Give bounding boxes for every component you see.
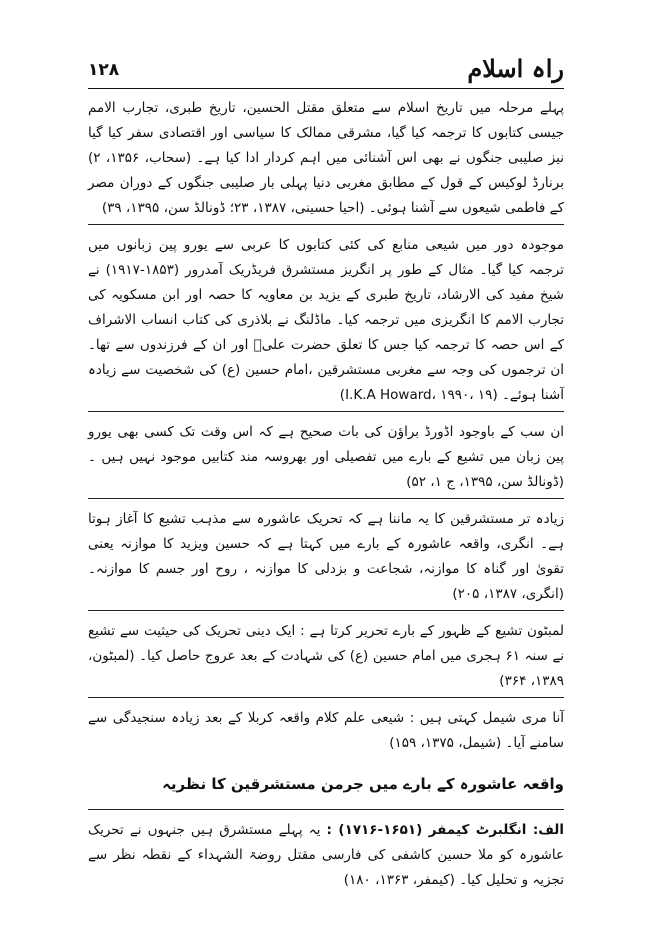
paragraph-divider [88,610,564,611]
paragraph-4: زیادہ تر مستشرقین کا یہ ماننا ہے کہ تحریک عاشورہ سے مذہب تشیع کا آغاز ہوتا ہے۔ انگری، واقعہ عاشورہ کے بارے میں کہتا ہے کہ حسین ویزید کا موازنہ یعنی تقویٰ اور گناہ کا موازنہ، شجاعت و بزدلی کا موازنہ ، روح اور جسم کا موازنہ۔ (انگری، ۱۳۸۷، ۲۰۵) [88,511,564,602]
paragraph-1: پہلے مرحلہ میں تاریخ اسلام سے متعلق مقتل الحسین، تاریخ طبری، تجارب الامم جیسی کتابوں کا ترجمہ کیا گیا، مشرقی ممالک کا سیاسی اور اقتصادی سفر کیا گیا نیز صلیبی جنگوں نے بھی اس آشنائی میں اہم کردار ادا کیا ہے۔ (سحاب، ۱۳۵۶، ۲) برنارڈ لوکیس کے قول کے مطابق مغربی دنیا پہلی بار صلیبی جنگوں کے دوران مصر کے فاطمی شیعوں سے آشنا ہوئی۔ (احیا حسینی، ۱۳۸۷، ۲۳؛ ڈونالڈ سن، ۱۳۹۵، ۳۹) [88,100,564,216]
section-item-paragraph [88,818,564,893]
paragraph-2: موجودہ دور میں شیعی منابع کی کئی کتابوں کا عربی سے یورو پین زبانوں میں ترجمہ کیا گیا۔ مثال کے طور پر انگریز مستشرق فریڈریک آمدرور (۱۸۵۳-۱۹۱۷) نے شیخ مفید کی الارشاد، تاریخ طبری کے یزید بن معاویہ کا حصہ اور ابن مسکویہ کی تجارب الامم کا انگریزی میں ترجمہ کیا۔ ماڈلنگ نے بلاذری کی کتاب انساب الاشراف کے اس حصہ کا ترجمہ کیا جس کا تعلق حضرت علیؑ اور ان کے فرزندوں سے تھا۔ ان ترجموں کی وجہ سے مغربی مستشرقین ،امام حسین (ع) کی شخصیت سے زیادہ آشنا ہوئے۔ (I.K.A Howard، ۱۹۹۰، ۱۹) [88,237,564,403]
page-number: ۱۲۸ [88,60,120,80]
page-body [88,96,564,893]
journal-title: راہ اسلام [467,54,564,83]
section-item-label: الف: انگلبرٹ کیمفر (۱۶۵۱-۱۷۱۶) : [326,822,564,838]
paragraph-3: ان سب کے باوجود اڈورڈ براؤن کی بات صحیح ہے کہ اس وقت تک کسی بھی یورو پین زبان میں تشیع کے بارے میں تفصیلی اور بھروسہ مند کتابیں موجود نہیں ہیں ۔ (ڈونالڈ سن، ۱۳۹۵، ج ۱، ۵۲) [88,424,564,490]
paragraph-6: آنا مری شیمل کہتی ہیں : شیعی علم کلام واقعہ کربلا کے بعد زیادہ سنجیدگی سے سامنے آیا۔ (شیمل، ۱۳۷۵، ۱۵۹) [88,710,564,751]
section-item-text: یہ پہلے مستشرق ہیں جنہوں نے تحریک عاشورہ کو ملا حسین کاشفی کی فارسی مقتل روضۃ الشہداء کے نقطہ نظر سے تجزیہ و تحلیل کیا۔ (کیمفر، ۱۳۶۳، ۱۸۰) [88,822,564,888]
paragraph-5: لمبٹون تشیع کے ظہور کے بارے تحریر کرتا ہے : ایک دینی تحریک کی حیثیت سے تشیع نے سنہ ۶۱ ہجری میں امام حسین (ع) کی شہادت کے بعد عروج حاصل کیا۔ (لمبٹون، ۱۳۸۹، ۳۶۴) [88,623,565,689]
paragraph-divider [88,697,564,698]
page-header [88,52,564,86]
paragraph-divider [88,411,564,412]
section-divider [88,809,564,810]
section-heading: واقعہ عاشورہ کے بارے میں جرمن مستشرقین کا نظریہ [162,775,564,793]
paragraph-divider [88,498,564,499]
paragraph-divider [88,224,564,225]
header-divider [88,88,564,89]
